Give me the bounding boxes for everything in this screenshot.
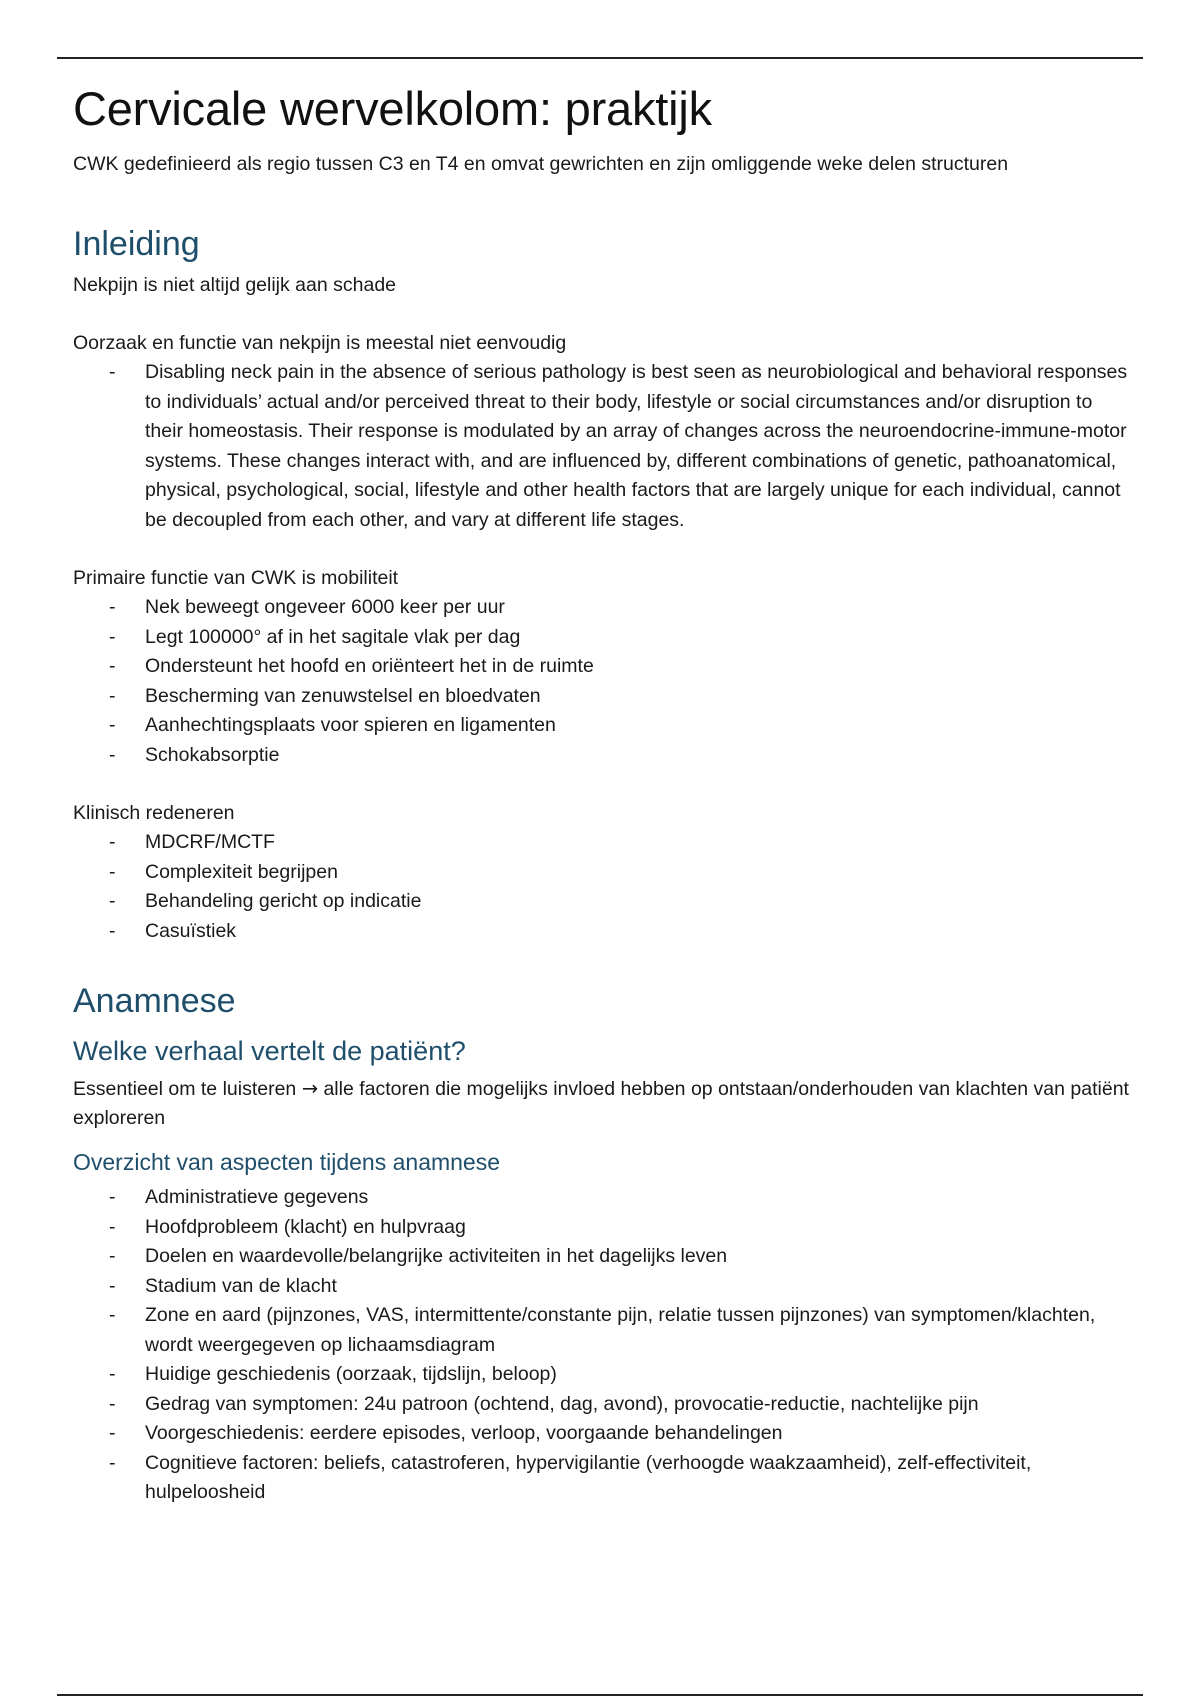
subheading-overzicht: Overzicht van aspecten tijdens anamnese (73, 1149, 501, 1175)
subheading-verhaal: Welke verhaal vertelt de patiënt? (73, 1036, 466, 1066)
intro-text-start: Essentieel om te luisteren (73, 1078, 302, 1100)
intro-text-end: alle factoren die mogelijks invloed hebben op ontstaan/onderhouden van klachten van patiënt exploreren (73, 1078, 1129, 1129)
list-item: - Hoofdprobleem (klacht) en hulpvraag (145, 1213, 1133, 1243)
cause-list (73, 358, 1133, 535)
anamnese-intro (73, 1074, 1133, 1133)
function-label: Primaire functie van CWK is mobiliteit (73, 567, 399, 589)
list-item: - Voorgeschiedenis: eerdere episodes, verloop, voorgaande behandelingen (145, 1419, 1133, 1449)
list-item: - Cognitieve factoren: beliefs, catastroferen, hypervigilantie (verhoogde waakzaamheid), zelf-effectiviteit, hulpeloosheid (145, 1449, 1133, 1508)
arrow-right-icon: → (301, 1077, 319, 1100)
document-content (73, 78, 1133, 1508)
list-item: - MDCRF/MCTF (145, 828, 1133, 858)
list-item: - Complexiteit begrijpen (145, 858, 1133, 888)
cause-label: Oorzaak en functie van nekpijn is meestal niet eenvoudig (73, 332, 567, 354)
list-item: - Huidige geschiedenis (oorzaak, tijdslijn, beloop) (145, 1360, 1133, 1390)
list-item: - Bescherming van zenuwstelsel en bloedvaten (145, 682, 1133, 712)
subtitle: CWK gedefinieerd als regio tussen C3 en T4 en omvat gewrichten en zijn omliggende weke delen structuren (73, 153, 1009, 175)
list-item: - Stadium van de klacht (145, 1272, 1133, 1302)
list-item: - Aanhechtingsplaats voor spieren en ligamenten (145, 711, 1133, 741)
bottom-rule (57, 1694, 1143, 1696)
list-item: - Gedrag van symptomen: 24u patroon (ochtend, dag, avond), provocatie-reductie, nachtelijke pijn (145, 1390, 1133, 1420)
inleiding-line: Nekpijn is niet altijd gelijk aan schade (73, 274, 397, 296)
overview-list (73, 1183, 1133, 1508)
top-rule (57, 57, 1143, 59)
list-item: - Behandeling gericht op indicatie (145, 887, 1133, 917)
list-item: - Legt 100000° af in het sagitale vlak per dag (145, 623, 1133, 653)
list-item: - Schokabsorptie (145, 741, 1133, 771)
list-item: - Administratieve gegevens (145, 1183, 1133, 1213)
list-item: - Zone en aard (pijnzones, VAS, intermittente/constante pijn, relatie tussen pijnzones) van symptomen/klachten, wordt weergegeven op lichaamsdiagram (145, 1301, 1133, 1360)
clinical-list (73, 828, 1133, 946)
list-item: - Casuïstiek (145, 917, 1133, 947)
clinical-label: Klinisch redeneren (73, 802, 235, 824)
page-title: Cervicale wervelkolom: praktijk (73, 82, 712, 135)
heading-anamnese: Anamnese (73, 982, 236, 1020)
function-list (73, 593, 1133, 770)
list-item: - Doelen en waardevolle/belangrijke activiteiten in het dagelijks leven (145, 1242, 1133, 1272)
heading-inleiding: Inleiding (73, 225, 200, 263)
list-item: - Ondersteunt het hoofd en oriënteert het in de ruimte (145, 652, 1133, 682)
list-item: - Nek beweegt ongeveer 6000 keer per uur (145, 593, 1133, 623)
list-item: - Disabling neck pain in the absence of serious pathology is best seen as neurobiological and behavioral responses to individuals’ actual and/or perceived threat to their body, lifestyle or social circumstances and/or disruption to their homeostasis. Their response is modulated by an array of changes across the neuroendocrine-immune-motor systems. These changes interact with, and are influenced by, different combinations of genetic, pathoanatomical, physical, psychological, social, lifestyle and other health factors that are largely unique for each individual, cannot be decoupled from each other, and vary at different life stages. (145, 358, 1133, 535)
